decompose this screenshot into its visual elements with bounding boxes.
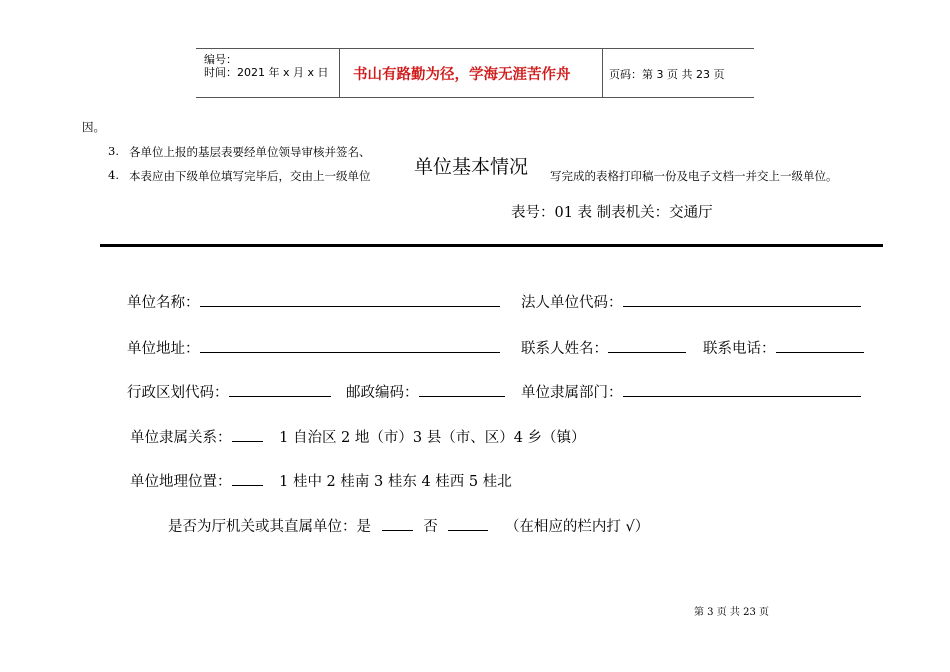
contact-name-row xyxy=(521,337,686,358)
contact-phone-row xyxy=(703,337,864,358)
form-subtitle: 表号：01 表 制表机关：交通厅 xyxy=(511,205,713,221)
location-options: 1 桂中 2 桂南 3 桂东 4 桂西 5 桂北 xyxy=(279,474,512,490)
unit-address-field[interactable] xyxy=(200,338,500,353)
unit-name-field[interactable] xyxy=(200,292,500,307)
unit-address-label: 单位地址： xyxy=(127,341,200,357)
note-line-0: 因。 xyxy=(82,120,105,134)
note-3-number: 3. xyxy=(108,144,119,158)
department-label: 单位隶属部门： xyxy=(521,385,623,401)
location-field[interactable] xyxy=(232,471,263,486)
hall-hint: （在相应的栏内打 √） xyxy=(504,519,650,535)
region-code-field[interactable] xyxy=(229,382,331,397)
relation-row xyxy=(130,426,586,447)
note-4-number: 4. xyxy=(108,168,119,182)
serial-label: 编号： xyxy=(204,53,237,66)
department-field[interactable] xyxy=(623,382,861,397)
region-code-row xyxy=(127,381,331,402)
contact-name-field[interactable] xyxy=(608,338,686,353)
legal-code-field[interactable] xyxy=(623,292,861,307)
contact-name-label: 联系人姓名： xyxy=(521,341,608,357)
location-row xyxy=(130,470,512,491)
hall-no-field[interactable] xyxy=(448,516,488,531)
department-row xyxy=(521,381,861,402)
postal-code-field[interactable] xyxy=(419,382,505,397)
note-4-right: 写完成的表格打印稿一份及电子文档一并交上一级单位。 xyxy=(550,169,838,183)
region-code-label: 行政区划代码： xyxy=(127,385,229,401)
hall-row xyxy=(168,515,649,536)
header-divider xyxy=(602,49,603,97)
note-3-text: 各单位上报的基层表要经单位领导审核并签名、 xyxy=(129,145,371,159)
unit-address-row xyxy=(127,337,500,358)
postal-code-row xyxy=(346,381,505,402)
legal-code-label: 法人单位代码： xyxy=(521,295,623,311)
relation-field[interactable] xyxy=(232,427,263,442)
page-title: 单位基本情况 xyxy=(414,156,529,178)
unit-name-row xyxy=(127,291,500,312)
postal-code-label: 邮政编码： xyxy=(346,385,419,401)
relation-options: 1 自治区 2 地（市）3 县（市、区）4 乡（镇） xyxy=(279,430,586,446)
page-label: 页码：第 3 页 共 23 页 xyxy=(609,68,725,81)
legal-code-row xyxy=(521,291,861,312)
header-divider xyxy=(339,49,340,97)
location-label: 单位地理位置： xyxy=(130,474,232,490)
time-label: 时间：2021 年 x 月 x 日 xyxy=(204,66,329,79)
title-rule xyxy=(100,244,883,247)
page-footer: 第 3 页 共 23 页 xyxy=(694,607,769,618)
contact-phone-label: 联系电话： xyxy=(703,341,776,357)
hall-no-label: 否 xyxy=(423,519,438,535)
unit-name-label: 单位名称： xyxy=(127,295,200,311)
contact-phone-field[interactable] xyxy=(776,338,864,353)
hall-yes-field[interactable] xyxy=(382,516,413,531)
note-4-left: 本表应由下级单位填写完毕后，交由上一级单位 xyxy=(129,169,371,183)
relation-label: 单位隶属关系： xyxy=(130,430,232,446)
motto-text: 书山有路勤为径，学海无涯苦作舟 xyxy=(353,67,571,83)
hall-question: 是否为厅机关或其直属单位：是 xyxy=(168,519,371,535)
